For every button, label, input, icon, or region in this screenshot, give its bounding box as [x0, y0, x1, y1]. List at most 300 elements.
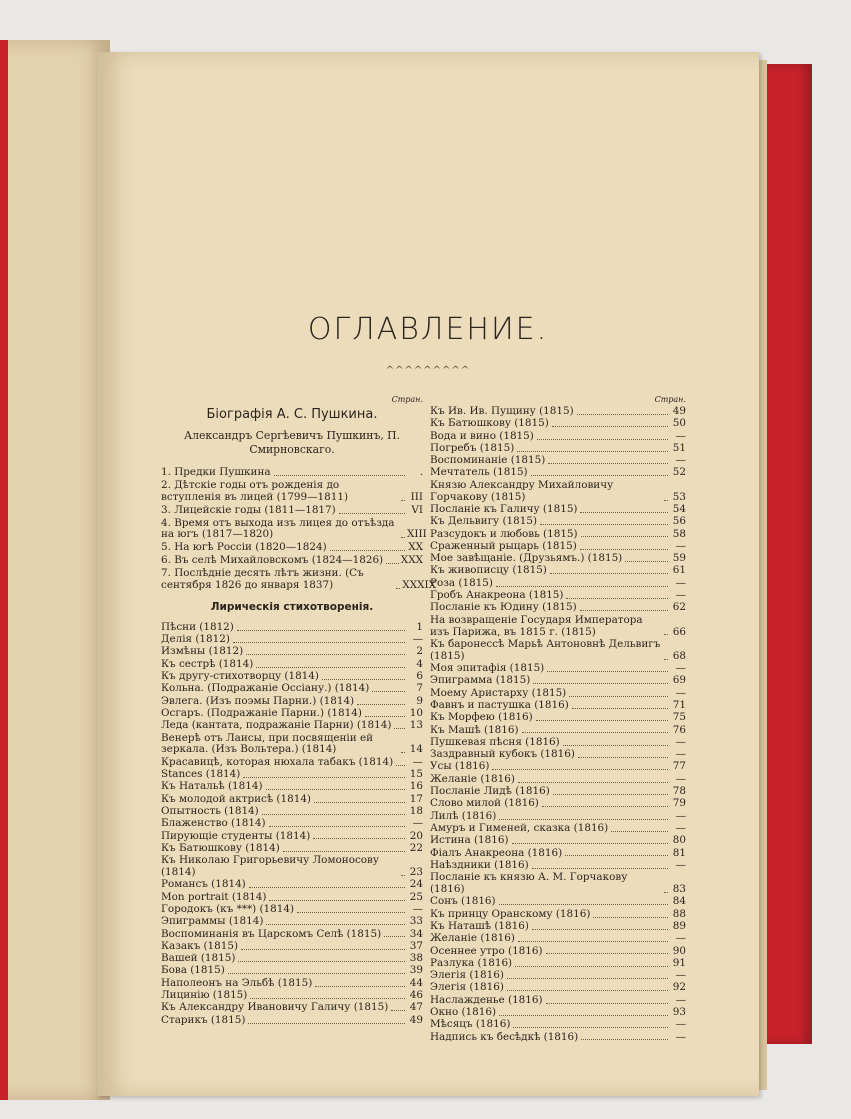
toc-leader-dots [664, 659, 668, 660]
toc-entry [430, 1019, 686, 1031]
toc-entry-title: Къ Натальѣ (1814) [161, 780, 263, 793]
toc-entry-page: — [675, 969, 686, 982]
toc-leader-dots [266, 789, 405, 790]
toc-column-left [161, 394, 436, 1027]
page-column-label: Стран. [391, 395, 423, 404]
toc-entry [161, 879, 423, 891]
toc-leader-dots [250, 998, 405, 999]
toc-entry [430, 455, 686, 467]
toc-leader-dots [396, 765, 405, 766]
lyric-entries-right [430, 406, 686, 1043]
toc-leader-dots [548, 463, 668, 464]
toc-entry-title: Вода и вино (1815) [430, 429, 534, 442]
toc-entry [430, 406, 686, 418]
toc-leader-dots [664, 634, 668, 635]
toc-entry-title: Посланіе къ Галичу (1815) [430, 502, 578, 515]
toc-entry-page: 68 [672, 649, 686, 662]
toc-leader-dots [540, 524, 668, 525]
toc-leader-dots [492, 769, 668, 770]
title-ornament: ^^^^^^^^^ [385, 365, 471, 376]
toc-entry-title: Посланіе къ князю А. М. Горчакову (1816) [430, 871, 631, 896]
toc-entry [430, 565, 686, 577]
toc-entry-page: 90 [672, 944, 686, 957]
toc-entry [430, 663, 686, 675]
toc-entry-page: 46 [409, 989, 423, 1001]
toc-leader-dots [625, 561, 668, 562]
toc-entry-title: Слово милой (1816) [430, 797, 539, 810]
toc-leader-dots [499, 1015, 668, 1016]
toc-entry-page: 50 [672, 417, 686, 430]
toc-entry-title: Къ Ив. Ив. Пущину (1815) [430, 405, 574, 417]
lyric-heading: Лирическія стихотворенія. [210, 600, 374, 613]
toc-entry-page: 77 [672, 760, 686, 773]
toc-entry-page: — [412, 817, 423, 830]
toc-leader-dots [233, 642, 405, 643]
left-cover-edge [0, 40, 8, 1100]
toc-entry-title: 2. Дѣтскіе годы отъ рожденія до вступленія въ лицей (1799—1811) [161, 478, 349, 503]
toc-entry [430, 1007, 686, 1019]
toc-entry-title: Лилѣ (1816) [430, 809, 497, 822]
toc-leader-dots [313, 838, 405, 839]
toc-entry [430, 578, 686, 590]
toc-leader-dots [507, 990, 668, 991]
toc-entry [430, 700, 686, 712]
toc-leader-dots [537, 439, 668, 440]
toc-entry [161, 892, 423, 904]
toc-entry [161, 953, 423, 965]
toc-entry [161, 781, 423, 793]
toc-entry-title: Къ другу-стихотворцу (1814) [161, 670, 319, 683]
toc-entry [430, 835, 686, 847]
toc-entry-page: 62 [672, 601, 686, 614]
toc-leader-dots [372, 691, 405, 692]
toc-entry-title: Фіалъ Анакреона (1816) [430, 846, 563, 859]
toc-entry-title: 1. Предки Пушкина [161, 465, 271, 478]
toc-entry-title: Амуръ и Гименей, сказка (1816) [430, 821, 609, 834]
page-title: ОГЛАВЛЕНИЕ. [307, 312, 549, 347]
toc-entry-page: 20 [409, 829, 423, 842]
toc-entry-page: 49 [409, 1013, 423, 1026]
toc-entry-title: Наслажденье (1816) [430, 993, 543, 1006]
toc-leader-dots [532, 929, 668, 930]
toc-entry-page: — [675, 1018, 686, 1031]
toc-entry [430, 1032, 686, 1044]
toc-entry-page: 6 [416, 670, 423, 683]
toc-entry-title: Вашей (1815) [161, 952, 236, 965]
toc-leader-dots [243, 777, 405, 778]
lyric-entries-left [161, 622, 423, 1027]
toc-entry-page: 34 [409, 927, 423, 940]
toc-entry-title: Казакъ (1815) [161, 939, 239, 952]
toc-entry-title: Къ Батюшкову (1814) [161, 841, 280, 854]
toc-entry-page: 81 [672, 846, 686, 859]
toc-entry [430, 529, 686, 541]
toc-leader-dots [237, 630, 405, 631]
toc-entry-title: Городокъ (къ ***) (1814) [161, 902, 295, 915]
toc-entry-title: Къ Батюшкову (1815) [430, 417, 549, 430]
toc-entry-title: Моя эпитафія (1815) [430, 662, 545, 675]
toc-entry [430, 970, 686, 982]
toc-entry-title: Къ сестрѣ (1814) [161, 657, 254, 670]
toc-entry [161, 671, 423, 683]
toc-entry-title: Пирующіе студенты (1814) [161, 829, 311, 842]
toc-entry-page: 56 [672, 515, 686, 528]
toc-leader-dots [546, 953, 668, 954]
toc-entry [430, 602, 686, 614]
toc-entry [430, 872, 686, 896]
toc-leader-dots [547, 671, 668, 672]
toc-entry-title: Желаніе (1816) [430, 932, 515, 945]
toc-entry-title: Къ баронессѣ Марьѣ Антоновнѣ Дельвигъ (1815) [430, 637, 664, 662]
toc-entry [161, 769, 423, 781]
toc-entry-title: 3. Лицейскіе годы (1811—1817) [161, 503, 336, 516]
toc-entry-title: Воспоминаніе (1815) [430, 454, 546, 467]
toc-entry-title: Погребъ (1815) [430, 441, 515, 454]
toc-entry-page: 7 [416, 682, 423, 695]
toc-entry [430, 811, 686, 823]
toc-entry-page: 14 [409, 743, 423, 756]
toc-entry-title: Наполеонъ на Эльбѣ (1815) [161, 976, 313, 989]
toc-entry [430, 946, 686, 958]
toc-entry-page: 78 [672, 785, 686, 798]
toc-entry [161, 696, 423, 708]
toc-entry [161, 516, 427, 542]
toc-leader-dots [499, 819, 668, 820]
toc-entry-page: 49 [672, 405, 686, 417]
toc-leader-dots [580, 549, 668, 550]
toc-entry-title: Венерѣ отъ Лаисы, при посвященіи ей зеркала. (Изъ Вольтера.) (1814) [161, 731, 377, 756]
toc-entry-title: Желаніе (1816) [430, 772, 515, 785]
toc-entry [161, 1002, 423, 1014]
toc-leader-dots [664, 500, 668, 501]
toc-leader-dots [315, 986, 405, 987]
toc-leader-dots [249, 887, 405, 888]
toc-entry [161, 794, 423, 806]
toc-leader-dots [664, 892, 668, 893]
toc-entry-title: Фавнъ и пастушка (1816) [430, 698, 569, 711]
toc-leader-dots [580, 512, 668, 513]
toc-entry [161, 929, 423, 941]
toc-entry-title: Къ Дельвигу (1815) [430, 515, 537, 528]
toc-entry-page: — [675, 932, 686, 945]
toc-entry [161, 831, 423, 843]
toc-entry [161, 708, 423, 720]
toc-leader-dots [330, 550, 405, 551]
toc-entry-title: 5. На югѣ Россіи (1820—1824) [161, 541, 327, 554]
toc-entry [161, 1015, 423, 1027]
page-column-label: Стран. [654, 395, 686, 404]
toc-entry [161, 467, 423, 479]
toc-entry-title: Бова (1815) [161, 964, 225, 977]
toc-entry-title: Осгаръ. (Подражаніе Парни.) (1814) [161, 706, 362, 719]
toc-entry [161, 965, 423, 977]
toc-leader-dots [401, 752, 405, 753]
toc-entry [430, 675, 686, 687]
toc-entry-title: 6. Въ селѣ Михайловскомъ (1824—1826) [161, 554, 384, 567]
toc-entry [430, 921, 686, 933]
toc-entry-page: 37 [409, 939, 423, 952]
toc-entry [430, 431, 686, 443]
toc-entry-title: Сонъ (1816) [430, 895, 496, 908]
toc-entry [430, 418, 686, 430]
toc-entry-title: Кольна. (Подражаніе Оссіану.) (1814) [161, 682, 370, 695]
toc-entry-page: 59 [672, 552, 686, 565]
toc-entry [430, 443, 686, 455]
toc-entry-title: Разсудокъ и любовь (1815) [430, 527, 578, 540]
toc-entry [430, 823, 686, 835]
toc-entry-title: Усы (1816) [430, 760, 490, 773]
toc-entry-page: 69 [672, 674, 686, 687]
toc-entry [161, 567, 436, 592]
toc-entry-page: 23 [409, 866, 423, 879]
toc-entry-page: 10 [409, 706, 423, 719]
toc-entry [430, 958, 686, 970]
left-page-edge [0, 40, 110, 1100]
toc-entry [161, 818, 423, 830]
toc-entry-page: — [675, 686, 686, 699]
toc-entry [430, 553, 686, 565]
toc-entry [161, 683, 423, 695]
toc-entry-title: 4. Время отъ выхода изъ лицея до отъѣзда на югъ (1817—1820) [161, 516, 398, 541]
toc-entry [161, 990, 423, 1002]
toc-entry-page: VI [411, 503, 423, 516]
toc-entry [430, 504, 686, 516]
toc-entry-title: Наѣздники (1816) [430, 858, 529, 871]
toc-entry-page: XXXIX [402, 579, 436, 592]
toc-entry [430, 467, 686, 479]
toc-leader-dots [593, 917, 668, 918]
toc-leader-dots [241, 949, 405, 950]
toc-entry [430, 688, 686, 700]
toc-leader-dots [384, 936, 405, 937]
toc-leader-dots [518, 941, 668, 942]
toc-leader-dots [322, 679, 405, 680]
toc-leader-dots [512, 843, 668, 844]
toc-leader-dots [314, 802, 405, 803]
toc-entry-title: Пушкевая пѣсня (1816) [430, 735, 560, 748]
toc-entry [430, 982, 686, 994]
toc-entry-title: Посланіе Лидѣ (1816) [430, 785, 550, 798]
toc-column-right [430, 394, 686, 1044]
toc-entry-title: Осеннее утро (1816) [430, 944, 543, 957]
toc-leader-dots [572, 708, 668, 709]
toc-entry-page: 44 [409, 976, 423, 989]
toc-leader-dots [499, 904, 668, 905]
toc-entry [430, 860, 686, 872]
toc-leader-dots [401, 537, 405, 538]
toc-entry [161, 634, 423, 646]
toc-leader-dots [248, 1023, 405, 1024]
toc-leader-dots [552, 426, 668, 427]
toc-entry [161, 978, 423, 990]
toc-entry [161, 733, 423, 757]
toc-entry-title: Къ Морфею (1816) [430, 711, 533, 724]
toc-entry-page: 24 [409, 878, 423, 891]
toc-entry-title: Эпиграмма (1815) [430, 674, 531, 687]
toc-entry [161, 480, 423, 504]
toc-entry-page: XXX [400, 554, 423, 567]
toc-entry [430, 786, 686, 798]
toc-entry-title: Пѣсни (1812) [161, 620, 234, 633]
toc-leader-dots [581, 536, 668, 537]
toc-entry-page: — [412, 633, 423, 646]
toc-leader-dots [401, 875, 405, 876]
toc-entry-title: Красавицѣ, которая нюхала табакъ (1814) [161, 755, 394, 768]
toc-leader-dots [401, 500, 405, 501]
toc-entry-title: Лицинію (1815) [161, 989, 248, 1001]
toc-entry [430, 774, 686, 786]
toc-entry-page: 54 [672, 502, 686, 515]
toc-leader-dots [365, 716, 405, 717]
toc-entry [430, 712, 686, 724]
toc-leader-dots [339, 513, 405, 514]
toc-entry-title: Къ Наташѣ (1816) [430, 919, 529, 932]
toc-leader-dots [357, 704, 405, 705]
toc-entry [430, 909, 686, 921]
toc-leader-dots [262, 814, 405, 815]
toc-entry-page: — [675, 662, 686, 675]
toc-leader-dots [269, 826, 405, 827]
toc-entry-page: 22 [409, 841, 423, 854]
toc-entry [430, 933, 686, 945]
toc-entry-page: 38 [409, 952, 423, 965]
toc-leader-dots [563, 745, 668, 746]
toc-entry-page: 53 [672, 490, 686, 503]
toc-leader-dots [580, 610, 668, 611]
toc-leader-dots [246, 654, 405, 655]
toc-entry-page: 66 [672, 625, 686, 638]
toc-leader-dots [533, 683, 668, 684]
toc-leader-dots [531, 475, 668, 476]
toc-entry-page: 91 [672, 956, 686, 969]
toc-entry-page: 76 [672, 723, 686, 736]
toc-entry-page: — [675, 1030, 686, 1043]
toc-entry-title: Элегія (1816) [430, 969, 504, 982]
toc-entry-page: — [675, 576, 686, 589]
toc-entry-page: — [675, 454, 686, 467]
toc-entry-page: — [412, 902, 423, 915]
toc-entry-page: XIII [407, 528, 427, 541]
biography-author: Александръ Сергѣевичъ Пушкинъ, П. Смирновскаго. [183, 428, 401, 456]
biography-heading: Біографія А. С. Пушкина. [206, 407, 378, 422]
toc-entry [161, 542, 423, 554]
toc-entry-title: Къ живописцу (1815) [430, 564, 547, 577]
toc-entry [430, 590, 686, 602]
toc-entry-title: Окно (1816) [430, 1005, 497, 1018]
toc-entry-title: Сраженный рыцарь (1815) [430, 539, 577, 552]
toc-entry-page: 92 [672, 981, 686, 994]
toc-entry-title: Къ Николаю Григорьевичу Ломоносову (1814) [161, 854, 383, 879]
toc-entry-title: Мѣсяцъ (1816) [430, 1018, 511, 1031]
toc-entry-page: 15 [409, 768, 423, 781]
toc-leader-dots [517, 451, 668, 452]
toc-entry [161, 806, 423, 818]
toc-entry [430, 848, 686, 860]
toc-entry-page: 25 [409, 890, 423, 903]
toc-entry [161, 855, 423, 879]
toc-entry [161, 757, 423, 769]
toc-leader-dots [266, 924, 405, 925]
toc-entry-title: Элегія (1816) [430, 981, 504, 994]
toc-entry [430, 541, 686, 553]
toc-entry-page: 83 [672, 883, 686, 896]
toc-entry-page: 88 [672, 907, 686, 920]
toc-entry-title: Блаженство (1814) [161, 817, 266, 830]
toc-entry-title: Разлука (1816) [430, 956, 513, 969]
toc-entry-title: Къ Машѣ (1816) [430, 723, 519, 736]
toc-entry-title: Князю Александру Михайловичу Горчакову (1815) [430, 478, 617, 503]
toc-entry-page: 39 [409, 964, 423, 977]
toc-entry-page: . [419, 465, 423, 478]
toc-entry-page: 18 [409, 804, 423, 817]
toc-entry-title: Мое завѣщаніе. (Друзьямъ.) (1815) [430, 552, 623, 565]
toc-entry-title: Романсъ (1814) [161, 878, 246, 891]
toc-entry [430, 615, 686, 639]
toc-leader-dots [546, 1003, 668, 1004]
toc-entry-title: Мечтатель (1815) [430, 466, 528, 479]
toc-entry [161, 646, 423, 658]
toc-entry-page: 80 [672, 834, 686, 847]
toc-leader-dots [269, 900, 405, 901]
toc-leader-dots [256, 667, 405, 668]
toc-entry-page: — [675, 993, 686, 1006]
toc-entry [430, 725, 686, 737]
toc-entry-page: XX [408, 541, 423, 554]
toc-entry-page: 75 [672, 711, 686, 724]
book-page [97, 52, 759, 1096]
toc-entry-page: 1 [416, 620, 423, 633]
toc-entry-page: 4 [416, 657, 423, 670]
toc-leader-dots [228, 973, 405, 974]
toc-leader-dots [496, 586, 668, 587]
toc-entry-page: 84 [672, 895, 686, 908]
toc-leader-dots [553, 794, 668, 795]
toc-leader-dots [611, 831, 668, 832]
toc-entry-page: — [675, 748, 686, 761]
toc-leader-dots [566, 598, 668, 599]
toc-entry-title: Къ Александру Ивановичу Галичу (1815) [161, 1001, 389, 1014]
toc-entry-page: 17 [409, 792, 423, 805]
toc-leader-dots [283, 851, 405, 852]
toc-entry-title: Роза (1815) [430, 576, 493, 589]
toc-leader-dots [513, 1027, 668, 1028]
toc-entry-page: 51 [672, 441, 686, 454]
toc-entry [161, 555, 423, 567]
toc-leader-dots [297, 912, 405, 913]
toc-entry-page: — [675, 858, 686, 871]
toc-entry [430, 749, 686, 761]
toc-entry [161, 622, 423, 634]
toc-entry-title: Гробъ Анакреона (1815) [430, 589, 564, 602]
toc-entry [430, 798, 686, 810]
toc-entry-page: 16 [409, 780, 423, 793]
toc-entry [430, 995, 686, 1007]
toc-leader-dots [550, 573, 668, 574]
toc-entry [161, 505, 423, 517]
toc-entry-title: Mon portrait (1814) [161, 890, 267, 903]
toc-entry-page: 33 [409, 915, 423, 928]
toc-entry-title: Воспоминанія въ Царскомъ Селѣ (1815) [161, 927, 382, 940]
toc-leader-dots [515, 966, 668, 967]
toc-entry-page: III [410, 490, 423, 503]
toc-entry-title: Посланіе къ Юдину (1815) [430, 601, 577, 614]
toc-leader-dots [532, 868, 668, 869]
toc-leader-dots [507, 978, 668, 979]
toc-entry-title: Эпиграммы (1814) [161, 915, 264, 928]
toc-entry-title: Къ принцу Оранскому (1816) [430, 907, 591, 920]
toc-entry-title: Заздравный кубокъ (1816) [430, 748, 575, 761]
toc-entry [161, 941, 423, 953]
